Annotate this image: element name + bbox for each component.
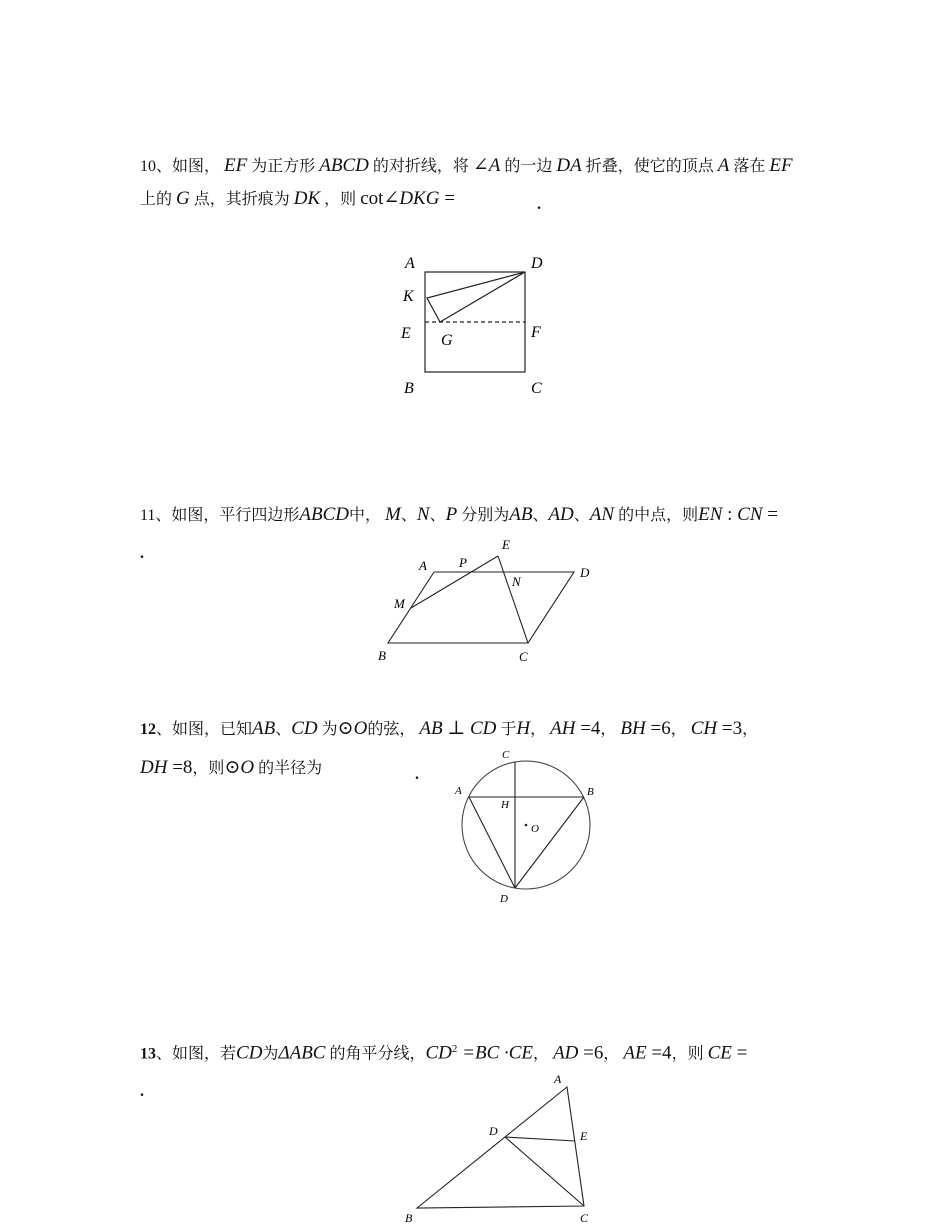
q10-line2: 上的 G 点，其折痕为 DK ，则 cot∠DKG = bbox=[140, 188, 455, 209]
q11-label-E: E bbox=[502, 537, 510, 552]
q13-line-DE bbox=[505, 1137, 575, 1141]
q11-answer-dot: . bbox=[140, 545, 144, 562]
q11-label-B: B bbox=[378, 648, 386, 663]
q12-label-B: B bbox=[587, 786, 594, 798]
q12-line1: 12、如图，已知AB、CD 为⊙O的弦， AB ⊥ CD 于H， AH =4， BH =6， CH =3， bbox=[140, 718, 759, 739]
q12-label-C: C bbox=[502, 749, 510, 761]
q10-label-K: K bbox=[403, 288, 414, 305]
q13-line1: 13、如图，若CD为ΔABC 的角平分线，$CD^2 =BC \cdot CE$， AD =6， AE =4，则 CE = bbox=[140, 1042, 748, 1064]
q13-label-A: A bbox=[554, 1072, 562, 1086]
q11-label-D: D bbox=[580, 565, 590, 580]
q10-label-A: A bbox=[405, 255, 415, 272]
q13-label-D: D bbox=[489, 1124, 498, 1138]
q11-line1: 11、如图，平行四边形ABCD中， M、N、P 分别为AB、AD、AN 的中点，则EN : CN = bbox=[140, 504, 778, 525]
q12-answer-dot: . bbox=[415, 766, 419, 783]
q11-label-N: N bbox=[512, 574, 521, 589]
q11-label-A: A bbox=[419, 558, 427, 573]
q13-triangle-ABC bbox=[417, 1087, 584, 1208]
q10-answer-dot: . bbox=[537, 196, 541, 213]
q10-label-F: F bbox=[531, 324, 541, 341]
q10-label-E: E bbox=[401, 325, 411, 342]
q11-label-P: P bbox=[459, 555, 467, 570]
q10-label-C: C bbox=[531, 380, 542, 397]
q13-label-B: B bbox=[405, 1211, 413, 1225]
q10-label-D: D bbox=[531, 255, 543, 272]
q11-label-M: M bbox=[394, 596, 405, 611]
q13-line-DC bbox=[505, 1137, 584, 1206]
q12-label-O: O bbox=[531, 823, 539, 835]
q12-label-A: A bbox=[455, 785, 462, 797]
q13-label-E: E bbox=[580, 1129, 588, 1143]
q10-label-B: B bbox=[404, 380, 414, 397]
q10-line1: 10、如图， EF 为正方形 ABCD 的对折线，将 ∠A 的一边 DA 折叠，使它的顶点 A 落在 EF bbox=[140, 155, 793, 176]
q12-label-H: H bbox=[501, 799, 509, 811]
q12-line2: DH =8，则⊙O 的半径为 bbox=[140, 757, 323, 778]
q10-label-G: G bbox=[441, 332, 453, 349]
q12-label-D: D bbox=[500, 893, 508, 905]
q13-label-C: C bbox=[580, 1211, 589, 1225]
q13-answer-dot: . bbox=[140, 1083, 144, 1100]
q11-label-C: C bbox=[519, 649, 528, 664]
